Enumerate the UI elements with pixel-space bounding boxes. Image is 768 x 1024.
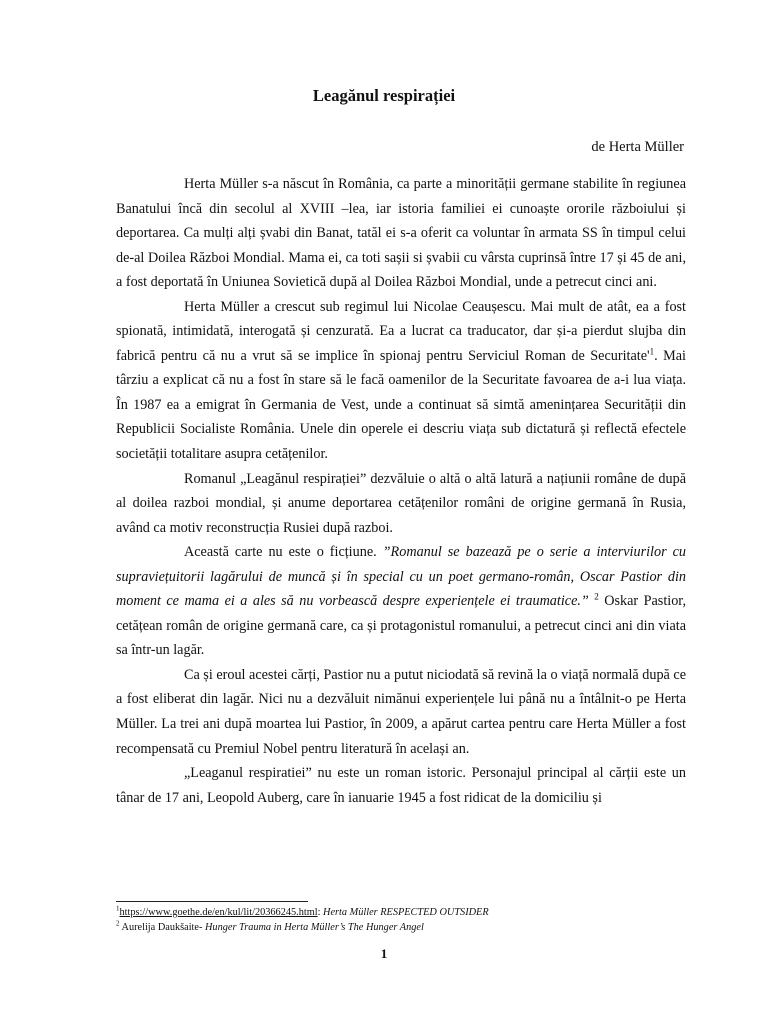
footnote-2-text: Hunger Trauma in Herta Müller’s The Hunger Angel <box>205 921 424 933</box>
paragraph-4-text-a: Această carte nu este o ficțiune. <box>184 544 383 561</box>
document-title: Leagănul respirației <box>312 86 456 105</box>
paragraph-2 <box>116 295 686 467</box>
page-number: 1 <box>380 946 388 961</box>
paragraph-2-text-b: . Mai târziu a explicat că nu a fost în stare să le facă oamenilor de la Securitate favoarea de a-i lua viața. În 1987 ea a emigrat în Germania de Vest, unde a continuat să simtă amenințarea Securității din Republicii Socialiste România. Unele din operele ei descriu viața sub dictatură și reflectă efectele societății totalitare asupra cetățenilor. <box>116 347 686 463</box>
paragraph-3: Romanul „Leagănul respirației” dezvăluie o altă o altă latură a națiunii române de după al doilea razboi mondial, și anume deportarea cetățenilor români de origine germană în Rusia, având ca motiv reconstrucția Rusiei după razboi. <box>116 470 686 536</box>
footnote-1 <box>116 906 686 921</box>
paragraph-6: „Leaganul respiratiei” nu este un roman istoric. Personajul principal al cărții este un tânar de 17 ani, Leopold Auberg, care în ianuarie 1945 a fost ridicat de la domiciliu și <box>116 765 686 806</box>
footnote-2 <box>116 921 686 936</box>
paragraph-4-text-b: Oskar Pastior, cetățean român de origine germană care, ca și protagonistul romanului, a petrecut cinci ani din viata sa într-un lagăr. <box>116 593 686 659</box>
footnote-divider <box>116 901 308 902</box>
footnote-2-number: 2 <box>116 919 120 928</box>
paragraph-4-quote: ”Romanul se bazează pe o serie a interviurilor cu supraviețuitorii lagărului de muncă și în special cu un poet germano-român, Oscar Pastior din moment ce mama ei a ales să nu vorbească despre experiențele ei traumatice.” <box>116 544 687 610</box>
paragraph-1: Herta Müller s-a născut în România, ca parte a minorității germane stabilite în regiunea Banatului încă din secolul al XVIII –lea, iar istoria familiei ei cunoaște ororile războiului și deportarea. Ca mulți alți șvabi din Banat, tatăl ei s-a oferit ca voluntar în armata SS în timpul celui de-al Doilea Război Mondial. Mama ei, ca toti sașii si șvabii cu vârsta cuprinsă între 17 și 45 de ani, a fost deportată în Uniunea Sovietică după al Doilea Război Mondial, unde a petrecut cinci ani. <box>116 176 686 291</box>
body-text <box>116 172 686 810</box>
footnote-1-link[interactable]: https://www.goethe.de/en/kul/lit/20366245.html <box>119 907 318 918</box>
footnote-1-separator: : <box>317 907 324 918</box>
paragraph-2-text-a: Herta Müller a crescut sub regimul lui Nicolae Ceaușescu. Mai mult de atât, ea a fost spionată, intimidată, interogată și cenzurată. Ea a lucrat ca traducator, dar și-a pierdut slujba din fabrică pentru că nu a vrut să se implice în spionaj pentru Serviciul Roman de Securitate' <box>116 298 686 364</box>
footnote-1-text: Herta Müller RESPECTED OUTSIDER <box>323 907 489 918</box>
footnote-1-number: 1 <box>116 904 120 913</box>
paragraph-4 <box>116 540 686 663</box>
author-line: de Herta Müller <box>591 139 684 155</box>
footnotes <box>116 906 686 935</box>
footnote-ref-2[interactable]: 2 <box>594 591 599 602</box>
footnote-2-author: Aurelija Daukšaite- <box>119 921 205 933</box>
footnote-ref-1[interactable]: 1 <box>649 346 655 357</box>
paragraph-5: Ca și eroul acestei cărți, Pastior nu a putut niciodată să revină la o viață normală după ce a fost eliberat din lagăr. Nici nu a dezvăluit nimănui experiențele lui până nu a întâlnit-o pe Herta Müller. La trei ani după moartea lui Pastior, în 2009, a apărut cartea pentru care Herta Müller a fost recompensată cu Premiul Nobel pentru literatură în același an. <box>116 666 686 757</box>
